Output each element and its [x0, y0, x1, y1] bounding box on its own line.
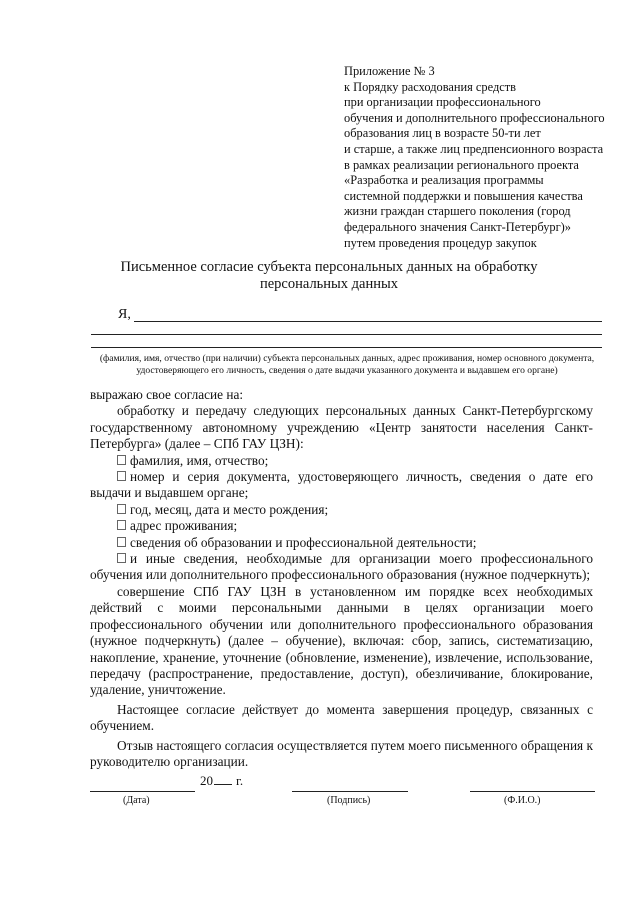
appendix-line: путем проведения процедур закупок: [344, 235, 537, 250]
checkbox-icon[interactable]: [117, 471, 126, 481]
appendix-line: системной поддержки и повышения качества: [344, 188, 583, 203]
year-suffix: г.: [236, 773, 244, 788]
date-line[interactable]: [90, 791, 195, 792]
checkbox-icon[interactable]: [117, 537, 126, 547]
signature-label: (Подпись): [327, 795, 371, 806]
appendix-line: Приложение № 3: [344, 64, 435, 78]
document-title: [90, 259, 568, 293]
appendix-line: «Разработка и реализация программы: [344, 173, 544, 188]
signature-line[interactable]: [292, 791, 408, 792]
checkbox-icon[interactable]: [117, 520, 126, 530]
name-entry-line-1[interactable]: [134, 321, 602, 322]
name-entry-line-2[interactable]: [91, 334, 602, 335]
list-item-text: номер и серия документа, удостоверяющего личность, сведения о дате его выдачи и выдавшем органе;: [90, 469, 593, 501]
caption-line-2: удостоверяющего его личность, сведения о дате выдачи указанного документа и выдавшем его органе): [136, 365, 558, 376]
name-caption: [92, 353, 602, 377]
paragraph-processing: обработку и передачу следующих персональных данных Санкт-Петербургскому государственному автономному учреждению «Центр занятости населения Санкт-Петербурга» (далее – СПб ГАУ ЦЗН):: [90, 403, 593, 452]
paragraph-actions: совершение СПб ГАУ ЦЗН в установленном им порядке всех необходимых действий с моими персональными данными в целях организации моего профессионального обучении или дополнительного профессионального образования (нужное подчеркнуть) (далее – обучение), включая: сбор, запись, систематизацию, накопление, хранение, уточнение (обновление, изменение), извлечение, использование, передачу (распространение, предоставление, доступ), обезличивание, блокирование, удаление, уничтожение.: [90, 583, 593, 698]
name-entry-line-3[interactable]: [91, 347, 602, 348]
intro-text: выражаю свое согласие на:: [90, 387, 244, 402]
list-item: [90, 502, 593, 518]
year-prefix: 20: [200, 773, 213, 788]
appendix-line: жизни граждан старшего поколения (город: [344, 204, 571, 219]
list-item: [90, 535, 593, 551]
paragraph-revocation: Отзыв настоящего согласия осуществляется путем моего письменного обращения к руководителю организации.: [90, 737, 593, 769]
appendix-line: в рамках реализации регионального проекта: [344, 157, 579, 172]
full-name-line[interactable]: [470, 791, 595, 792]
list-item: [90, 518, 593, 534]
caption-line-1: (фамилия, имя, отчество (при наличии) субъекта персональных данных, адрес проживания, номер основного документа,: [99, 353, 595, 364]
list-item-text: адрес проживания;: [130, 518, 238, 534]
list-item: [90, 453, 593, 469]
checkbox-icon[interactable]: [117, 553, 126, 563]
title-line-2: персональных данных: [259, 276, 398, 292]
year-blank[interactable]: [214, 784, 232, 785]
list-item-text: фамилия, имя, отчество;: [130, 452, 269, 468]
year-field: [200, 773, 243, 789]
list-item-text: и иные сведения, необходимые для организации моего профессионального обучения или дополнительного профессионального образования (нужное подчеркнуть);: [90, 551, 593, 583]
full-name-label: (Ф.И.О.): [504, 795, 541, 806]
appendix-header: [344, 64, 614, 251]
appendix-line: образования лиц в возрасте 50-ти лет: [344, 126, 541, 141]
appendix-line: федерального значения Санкт-Петербург)»: [344, 219, 571, 234]
appendix-line: обучения и дополнительного профессионального: [344, 110, 605, 125]
list-item-text: сведения об образовании и профессиональной деятельности;: [130, 534, 477, 550]
checkbox-icon[interactable]: [117, 455, 126, 465]
date-label: (Дата): [123, 795, 150, 806]
list-item-text: год, месяц, дата и место рождения;: [130, 501, 329, 517]
list-item: [90, 469, 593, 502]
checkbox-icon[interactable]: [117, 504, 126, 514]
ya-label: Я,: [118, 307, 131, 322]
title-line-1: Письменное согласие субъекта персональных данных на обработку: [120, 259, 538, 275]
appendix-line: при организации профессионального: [344, 95, 541, 110]
list-item: [90, 551, 593, 584]
appendix-line: к Порядку расходования средств: [344, 79, 517, 94]
paragraph-validity: Настоящее согласие действует до момента завершения процедур, связанных с обучением.: [90, 701, 593, 734]
appendix-line: и старше, а также лиц предпенсионного возраста: [344, 141, 604, 156]
consent-body: [90, 387, 593, 770]
